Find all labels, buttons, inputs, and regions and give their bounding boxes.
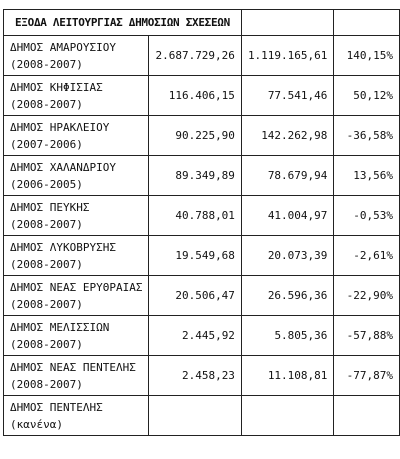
table-row [4,236,400,276]
header-empty-cell [334,10,400,36]
table-row [4,196,400,236]
value-a-cell: 2.687.729,26 [149,36,241,76]
municipality-name: ΔΗΜΟΣ ΠΕΝΤΕΛΗΣ [10,400,103,414]
change-cell: -77,87% [334,356,400,396]
table-row [4,316,400,356]
table-row [4,76,400,116]
change-cell: -36,58% [334,116,400,156]
value-b-cell: 20.073,39 [241,236,333,276]
municipality-name: ΔΗΜΟΣ ΝΕΑΣ ΠΕΝΤΕΛΗΣ [10,360,136,374]
table-title: ΕΞΟΔΑ ΛΕΙΤΟΥΡΓΙΑΣ ΔΗΜΟΣΙΩΝ ΣΧΕΣΕΩΝ [4,10,242,36]
period-label: (2008-2007) [10,297,83,311]
municipality-cell [4,276,149,316]
municipality-cell [4,396,149,436]
value-a-cell: 90.225,90 [149,116,241,156]
table-row [4,396,400,436]
value-a-cell: 40.788,01 [149,196,241,236]
table-row [4,36,400,76]
municipality-name: ΔΗΜΟΣ ΝΕΑΣ ΕΡΥΘΡΑΙΑΣ [10,280,143,294]
value-b-cell [241,396,333,436]
expenses-table-wrapper [3,9,400,436]
municipality-cell [4,76,149,116]
period-label: (κανένα) [10,417,63,431]
change-cell [334,396,400,436]
municipality-name: ΔΗΜΟΣ ΑΜΑΡΟΥΣΙΟΥ [10,40,116,54]
table-row [4,156,400,196]
period-label: (2008-2007) [10,377,83,391]
value-a-cell: 2.458,23 [149,356,241,396]
period-label: (2008-2007) [10,337,83,351]
municipality-cell [4,356,149,396]
change-cell: 50,12% [334,76,400,116]
header-empty-cell [241,10,333,36]
municipality-name: ΔΗΜΟΣ ΛΥΚΟΒΡΥΣΗΣ [10,240,116,254]
period-label: (2007-2006) [10,137,83,151]
table-row [4,356,400,396]
table-header-row [4,10,400,36]
expenses-table [3,9,400,436]
change-cell: 13,56% [334,156,400,196]
municipality-cell [4,156,149,196]
change-cell: -0,53% [334,196,400,236]
value-a-cell: 19.549,68 [149,236,241,276]
period-label: (2008-2007) [10,217,83,231]
municipality-cell [4,116,149,156]
value-a-cell: 20.506,47 [149,276,241,316]
period-label: (2006-2005) [10,177,83,191]
period-label: (2008-2007) [10,57,83,71]
value-b-cell: 77.541,46 [241,76,333,116]
municipality-name: ΔΗΜΟΣ ΧΑΛΑΝΔΡΙΟΥ [10,160,116,174]
value-a-cell: 2.445,92 [149,316,241,356]
value-b-cell: 78.679,94 [241,156,333,196]
municipality-cell [4,316,149,356]
municipality-name: ΔΗΜΟΣ ΜΕΛΙΣΣΙΩΝ [10,320,110,334]
municipality-name: ΔΗΜΟΣ ΚΗΦΙΣΙΑΣ [10,80,103,94]
change-cell: -2,61% [334,236,400,276]
value-a-cell: 116.406,15 [149,76,241,116]
period-label: (2008-2007) [10,257,83,271]
value-b-cell: 5.805,36 [241,316,333,356]
value-b-cell: 142.262,98 [241,116,333,156]
municipality-name: ΔΗΜΟΣ ΗΡΑΚΛΕΙΟΥ [10,120,110,134]
value-b-cell: 1.119.165,61 [241,36,333,76]
table-row [4,116,400,156]
value-b-cell: 41.004,97 [241,196,333,236]
value-a-cell: 89.349,89 [149,156,241,196]
value-b-cell: 11.108,81 [241,356,333,396]
table-row [4,276,400,316]
municipality-cell [4,36,149,76]
period-label: (2008-2007) [10,97,83,111]
change-cell: -57,88% [334,316,400,356]
municipality-cell [4,196,149,236]
value-a-cell [149,396,241,436]
change-cell: 140,15% [334,36,400,76]
change-cell: -22,90% [334,276,400,316]
municipality-name: ΔΗΜΟΣ ΠΕΥΚΗΣ [10,200,90,214]
value-b-cell: 26.596,36 [241,276,333,316]
municipality-cell [4,236,149,276]
